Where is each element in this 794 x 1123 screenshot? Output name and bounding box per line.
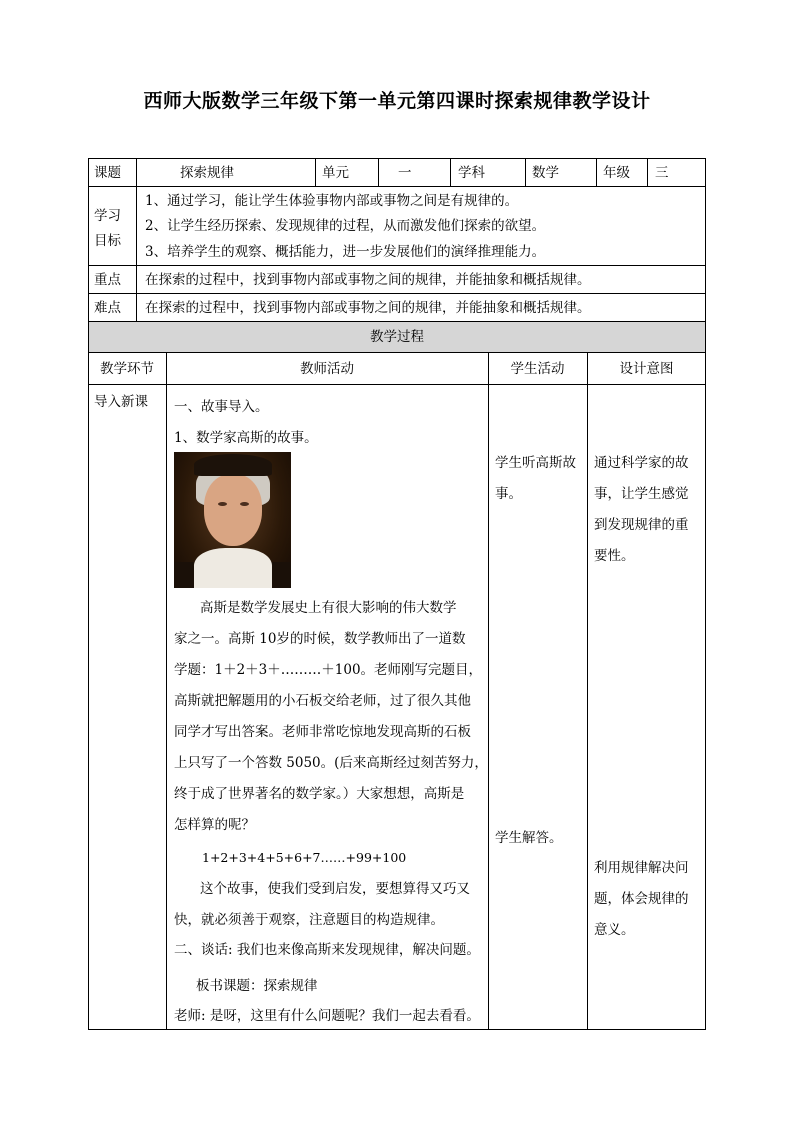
topic-value: 探索规律 — [180, 165, 234, 181]
story-line: 高斯就把解题用的小石板交给老师，过了很久其他 — [174, 693, 471, 709]
grade-value: 三 — [655, 165, 669, 181]
grade-label: 年级 — [603, 165, 630, 181]
sum-formula: 1+2+3+4+5+6+7……+99+100 — [202, 850, 407, 865]
key-point-text: 在探索的过程中，找到事物内部或事物之间的规律，并能抽象和概括规律。 — [145, 272, 591, 288]
story-line: 终于成了世界著名的数学家。）大家想想，高斯是 — [174, 786, 465, 802]
col-divider — [378, 158, 379, 186]
objective-item: 2、让学生经历探索、发现规律的过程，从而激发他们探索的欲望。 — [145, 218, 546, 234]
gauss-portrait-image — [174, 452, 291, 588]
row-divider — [88, 384, 706, 385]
teacher-subheading: 1、数学家高斯的故事。 — [174, 430, 318, 446]
student-activity: 学生听高斯故 — [495, 455, 576, 471]
teacher-heading: 一、故事导入。 — [174, 399, 269, 415]
talk-line: 二、谈话: 我们也来像高斯来发现规律，解决问题。 — [174, 942, 480, 958]
difficulty-text: 在探索的过程中，找到事物内部或事物之间的规律，并能抽象和概括规律。 — [145, 300, 591, 316]
col-divider — [315, 158, 316, 186]
row-divider — [88, 293, 706, 294]
story-line: 家之一。高斯 10岁的时候，数学教师出了一道数 — [174, 631, 466, 647]
difficulty-label: 难点 — [94, 300, 121, 316]
story-line: 同学才写出答案。老师非常吃惊地发现高斯的石板 — [174, 724, 471, 740]
stage-name: 导入新课 — [94, 394, 148, 410]
objective-item: 1、通过学习，能让学生体验事物内部或事物之间是有规律的。 — [145, 193, 519, 209]
student-activity: 学生解答。 — [495, 830, 563, 846]
col-divider — [488, 352, 489, 1030]
design-intent: 利用规律解决问 — [594, 860, 689, 876]
process-header: 教学过程 — [370, 329, 424, 345]
objectives-label-line2: 目标 — [94, 233, 121, 249]
row-divider — [88, 265, 706, 266]
col-divider — [136, 158, 137, 321]
story-line: 学题：1＋2＋3＋………＋100。老师刚写完题目， — [174, 662, 483, 678]
document-title: 西师大版数学三年级下第一单元第四课时探索规律教学设计 — [143, 90, 651, 112]
subject-value: 数学 — [532, 165, 559, 181]
column-header-student: 学生活动 — [510, 361, 565, 377]
subject-label: 学科 — [458, 165, 485, 181]
column-header-intent: 设计意图 — [619, 361, 674, 377]
col-divider — [587, 352, 588, 1030]
teacher-line: 老师: 是呀，这里有什么问题呢？我们一起去看看。 — [174, 1008, 480, 1024]
objectives-label-line1: 学习 — [94, 208, 121, 224]
unit-value: 一 — [398, 165, 412, 181]
col-divider — [525, 158, 526, 186]
design-intent: 题，体会规律的 — [594, 891, 689, 907]
topic-label: 课题 — [94, 165, 121, 181]
objective-item: 3、培养学生的观察、概括能力，进一步发展他们的演绎推理能力。 — [145, 244, 546, 260]
design-intent: 通过科学家的故 — [594, 455, 689, 471]
student-activity: 事。 — [495, 486, 522, 502]
row-divider — [88, 186, 706, 187]
design-intent: 意义。 — [594, 922, 635, 938]
design-intent: 到发现规律的重 — [594, 517, 689, 533]
board-topic: 板书课题：探索规律 — [196, 978, 318, 994]
row-divider — [88, 352, 706, 353]
row-divider — [88, 321, 706, 322]
col-divider — [166, 352, 167, 1030]
insight-line: 这个故事，使我们受到启发，要想算得又巧又 — [200, 881, 470, 897]
key-point-label: 重点 — [94, 272, 121, 288]
story-line: 高斯是数学发展史上有很大影响的伟大数学 — [200, 600, 457, 616]
col-divider — [647, 158, 648, 186]
story-line: 上只写了一个答数 5050。(后来高斯经过刻苦努力， — [174, 755, 488, 771]
design-intent: 要性。 — [594, 548, 635, 564]
story-line: 怎样算的呢？ — [174, 817, 255, 833]
column-header-stage: 教学环节 — [100, 361, 154, 377]
unit-label: 单元 — [322, 165, 349, 181]
col-divider — [596, 158, 597, 186]
insight-line: 快，就必须善于观察，注意题目的构造规律。 — [174, 912, 444, 928]
column-header-teacher: 教师活动 — [300, 361, 354, 377]
design-intent: 事，让学生感觉 — [594, 486, 689, 502]
col-divider — [450, 158, 451, 186]
